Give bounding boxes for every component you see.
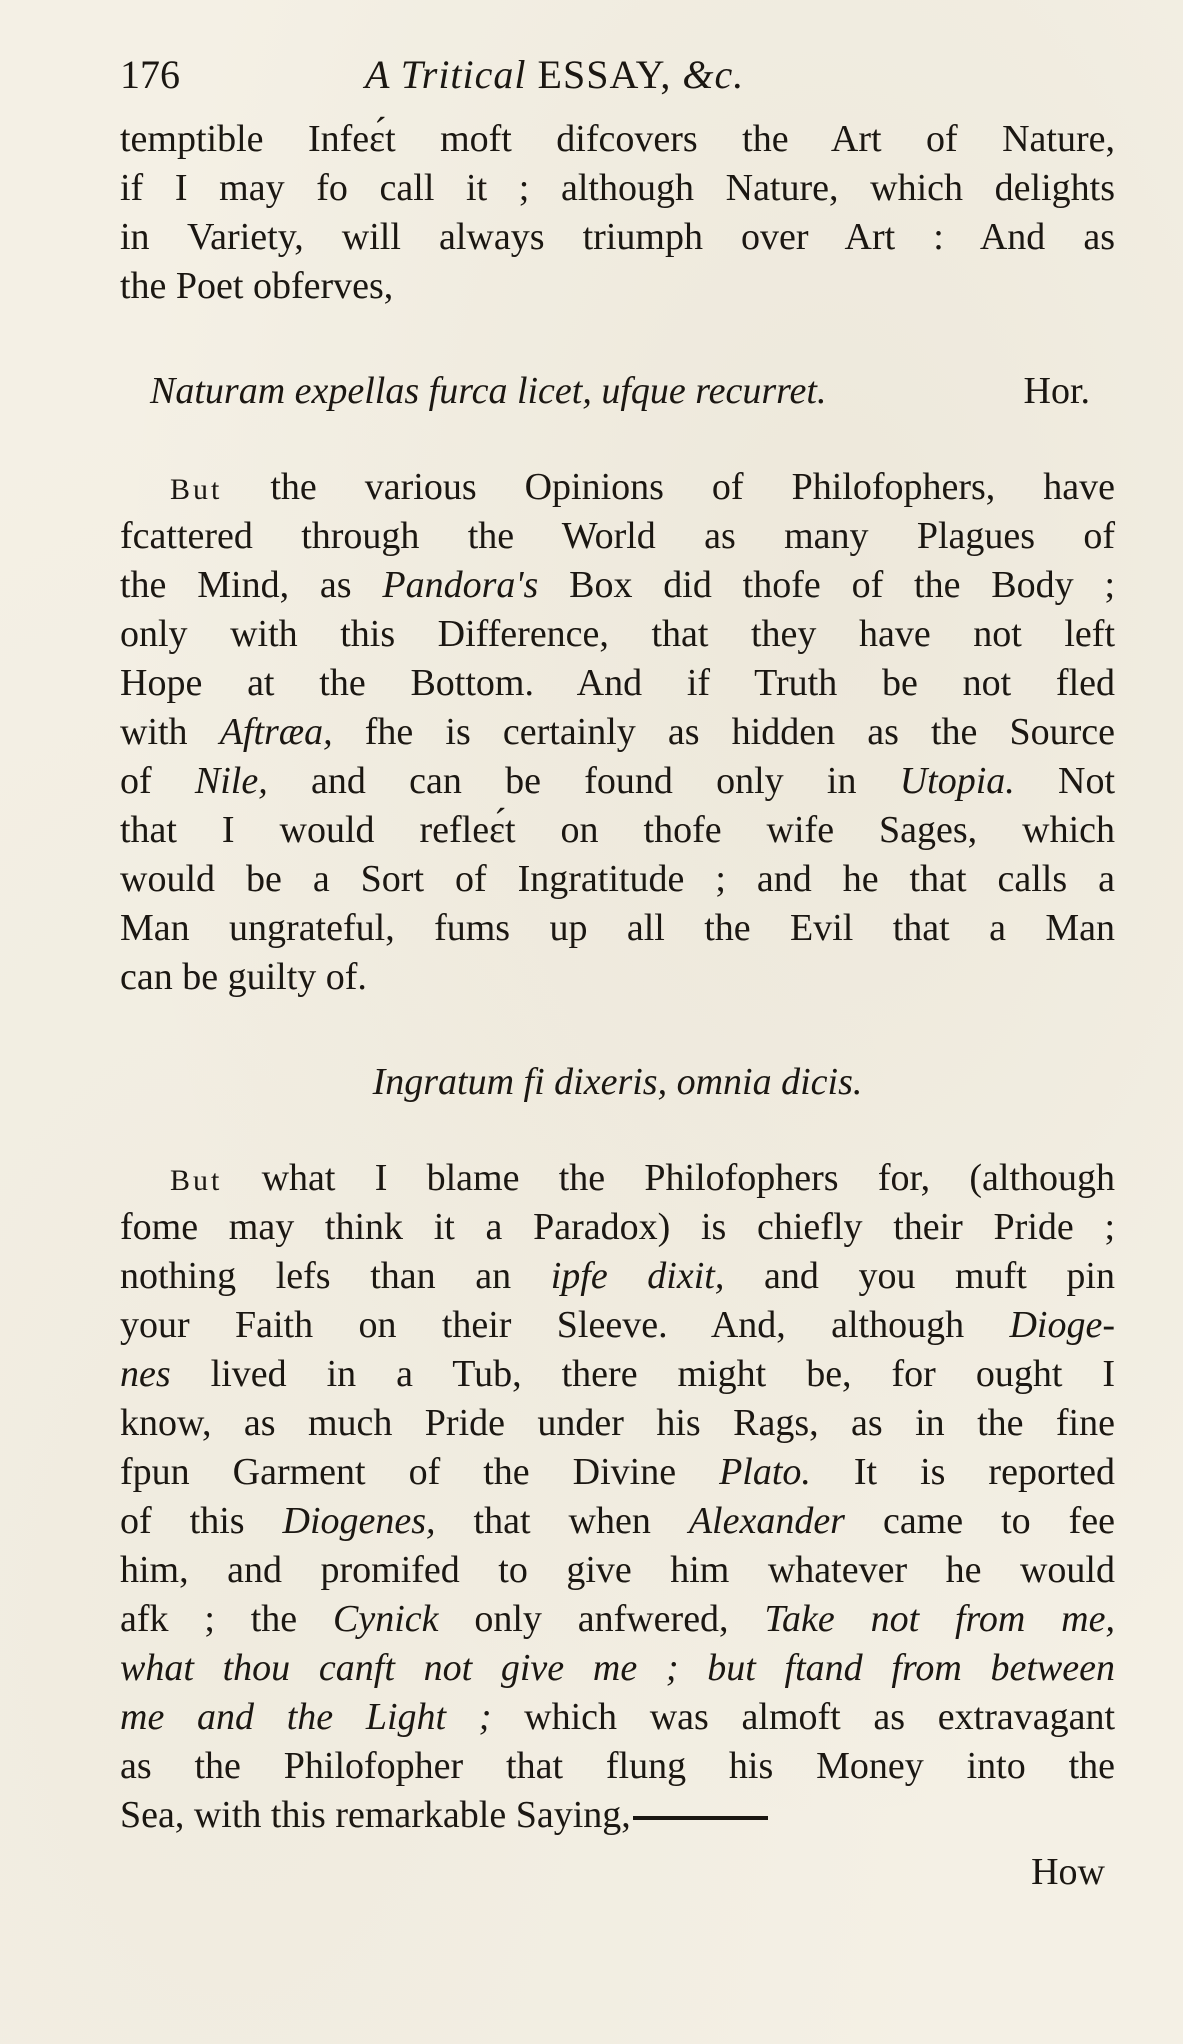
- small-caps-word: But: [170, 473, 223, 506]
- latin-quote: Ingratum fi dixeris, omnia dicis.: [372, 1061, 863, 1103]
- text-line: [170, 1154, 1115, 1205]
- catchword: How: [1031, 1851, 1105, 1893]
- italic-name: Alexander: [688, 1500, 845, 1542]
- line-text: and can be found only in: [310, 760, 857, 802]
- line-text: which was almoft as extravagant: [524, 1696, 1116, 1738]
- text-line: if I may fo call it ; although Nature, which delights: [120, 167, 1115, 209]
- page-number: 176: [120, 52, 180, 97]
- italic-name: Cynick: [332, 1598, 439, 1640]
- italic-phrase: me and the Light ;: [120, 1696, 492, 1738]
- line-text: only anfwered,: [474, 1598, 729, 1640]
- text-line: temptible Infeɛ́t moft difcovers the Art of Nature,: [120, 118, 1115, 160]
- text-line: [120, 1693, 1115, 1741]
- italic-phrase: Take not from me,: [764, 1598, 1115, 1640]
- line-text: fpun Garment of the Divine: [120, 1451, 677, 1493]
- line-text: that when: [473, 1500, 651, 1542]
- line-text: It is reported: [853, 1451, 1116, 1493]
- text-line: in Variety, will always triumph over Art : And as: [120, 216, 1115, 258]
- line-text: came to fee: [882, 1500, 1116, 1542]
- text-line: [120, 757, 1115, 805]
- line-text: and you muft pin: [763, 1255, 1115, 1297]
- running-head-etc: &c.: [682, 52, 745, 97]
- text-line: the Poet obferves,: [120, 265, 394, 307]
- line-text: Not: [1058, 760, 1116, 802]
- text-line: him, and promifed to give him whatever he would: [120, 1549, 1115, 1591]
- line-text: your Faith on their Sleeve. And, although: [120, 1304, 965, 1346]
- text-line: [120, 561, 1115, 609]
- em-dash-rule: [633, 1816, 768, 1820]
- text-line: fome may think it a Paradox) is chiefly their Pride ;: [120, 1206, 1115, 1248]
- text-line: Hope at the Bottom. And if Truth be not fled: [120, 662, 1115, 704]
- text-line: only with this Difference, that they have not left: [120, 613, 1115, 655]
- italic-name: Utopia.: [899, 760, 1015, 802]
- text-line: would be a Sort of Ingratitude ; and he that calls a: [120, 858, 1115, 900]
- line-text: Sea, with this remarkable Saying,: [120, 1794, 631, 1836]
- small-caps-word: But: [170, 1164, 223, 1197]
- running-head: [365, 50, 744, 100]
- line-text: of: [120, 760, 152, 802]
- line-text: of this: [120, 1500, 245, 1542]
- text-line: [120, 1301, 1115, 1349]
- text-line: [170, 463, 1115, 514]
- text-line: [120, 1791, 1115, 1839]
- running-head-italic: A Tritical: [365, 52, 527, 97]
- quote-text: Naturam expellas furca licet, ufque recurret.: [150, 370, 827, 412]
- text-line: [120, 1252, 1115, 1300]
- line-text: the various Opinions of Philofophers, have: [270, 466, 1115, 508]
- italic-name: nes: [120, 1353, 171, 1395]
- italic-name: Diogenes,: [282, 1500, 436, 1542]
- text-line: fcattered through the World as many Plagues of: [120, 515, 1115, 557]
- text-line: what thou canft not give me ; but ftand from between: [120, 1647, 1115, 1689]
- line-text: with: [120, 711, 188, 753]
- text-line: as the Philofopher that flung his Money into the: [120, 1745, 1115, 1787]
- line-text: what I blame the Philofophers for, (although: [261, 1157, 1115, 1199]
- text-line: [120, 708, 1115, 756]
- latin-quote: [150, 367, 1090, 415]
- text-line: [120, 1350, 1115, 1398]
- italic-name: Plato.: [719, 1451, 811, 1493]
- line-text: nothing lefs than an: [120, 1255, 512, 1297]
- italic-name: Pandora's: [382, 564, 539, 606]
- line-text: afk ; the: [120, 1598, 298, 1640]
- text-line: [120, 1595, 1115, 1643]
- text-line: [120, 1497, 1115, 1545]
- italic-name: Aftræa,: [219, 711, 333, 753]
- italic-name: Dioge-: [1009, 1304, 1116, 1346]
- text-line: Man ungrateful, fums up all the Evil that a Man: [120, 907, 1115, 949]
- line-text: Box did thofe of the Body ;: [569, 564, 1116, 606]
- text-line: [120, 1448, 1115, 1496]
- quote-source: Hor.: [1023, 370, 1090, 412]
- italic-name: Nile,: [194, 760, 268, 802]
- running-head-roman: ESSAY,: [537, 52, 672, 97]
- text-line: can be guilty of.: [120, 956, 367, 998]
- text-line: know, as much Pride under his Rags, as in the fine: [120, 1402, 1115, 1444]
- text-line: that I would refleɛ́t on thofe wife Sages, which: [120, 809, 1115, 851]
- italic-phrase: ipfe dixit,: [550, 1255, 725, 1297]
- line-text: the Mind, as: [120, 564, 352, 606]
- line-text: lived in a Tub, there might be, for ought I: [210, 1353, 1116, 1395]
- line-text: fhe is certainly as hidden as the Source: [364, 711, 1116, 753]
